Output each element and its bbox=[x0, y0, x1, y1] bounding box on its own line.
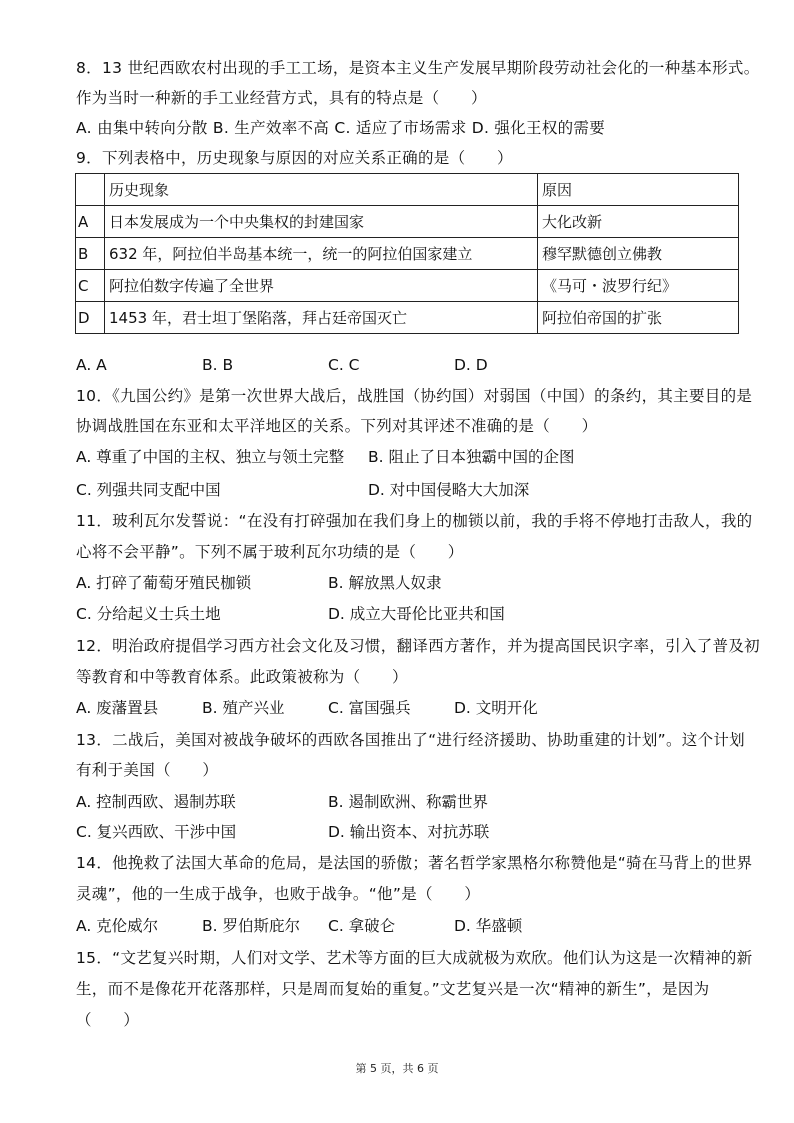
q15-stem-line1: 15．“文艺复兴时期，人们对文学、艺术等方面的巨大成就极为欢欣。他们认为这是一次精神的新 bbox=[76, 949, 753, 967]
row-reason: 穆罕默德创立佛教 bbox=[538, 238, 739, 270]
q12-option-c: C. 富国强兵 bbox=[328, 699, 411, 717]
q10-stem-line2: 协调战胜国在东亚和太平洋地区的关系。下列对其评述不准确的是（ ） bbox=[76, 417, 598, 435]
q8-stem-line2: 作为当时一种新的手工业经营方式，具有的特点是（ ） bbox=[76, 89, 487, 107]
q12-option-b: B. 殖产兴业 bbox=[202, 699, 285, 717]
table-header-cell bbox=[76, 174, 105, 206]
q15-stem-line3: （ ） bbox=[76, 1011, 140, 1029]
q12-stem-line1: 12．明治政府提倡学习西方社会文化及习惯，翻译西方著作，并为提高国民识字率，引入了普及初 bbox=[76, 637, 760, 655]
q9-stem: 9．下列表格中，历史现象与原因的对应关系正确的是（ ） bbox=[76, 149, 513, 167]
table-header-cell: 原因 bbox=[538, 174, 739, 206]
page-number: 第 5 页，共 6 页 bbox=[355, 1062, 439, 1075]
row-label: A bbox=[76, 206, 105, 238]
row-reason: 大化改新 bbox=[538, 206, 739, 238]
q12-option-d: D. 文明开化 bbox=[454, 699, 538, 717]
q10-stem-line1: 10．《九国公约》是第一次世界大战后，战胜国（协约国）对弱国（中国）的条约，其主要目的是 bbox=[76, 387, 753, 405]
q12-option-a: A. 废藩置县 bbox=[76, 699, 159, 717]
q9-option-d: D. D bbox=[454, 356, 488, 374]
q14-option-a: A. 克伦威尔 bbox=[76, 917, 159, 935]
row-phenomenon: 阿拉伯数字传遍了全世界 bbox=[105, 270, 538, 302]
row-label: B bbox=[76, 238, 105, 270]
table-header-row bbox=[76, 174, 739, 206]
q13-stem-line1: 13．二战后，美国对被战争破坏的西欧各国推出了“进行经济援助、协助重建的计划”。这个计划 bbox=[76, 731, 745, 749]
q11-option-a: A. 打碎了葡萄牙殖民枷锁 bbox=[76, 574, 252, 592]
q14-option-d: D. 华盛顿 bbox=[454, 917, 523, 935]
q14-stem-line1: 14．他挽救了法国大革命的危局，是法国的骄傲；著名哲学家黑格尔称赞他是“骑在马背上的世界 bbox=[76, 854, 753, 872]
q11-stem-line1: 11．玻利瓦尔发誓说：“在没有打碎强加在我们身上的枷锁以前，我的手将不停地打击敌人，我的 bbox=[76, 512, 753, 530]
q10-option-c: C. 列强共同支配中国 bbox=[76, 481, 221, 499]
table-header-cell: 历史现象 bbox=[105, 174, 538, 206]
table-row bbox=[76, 302, 739, 334]
q13-option-a: A. 控制西欧、遏制苏联 bbox=[76, 793, 236, 811]
table-row bbox=[76, 270, 739, 302]
q10-option-b: B. 阻止了日本独霸中国的企图 bbox=[368, 448, 575, 466]
q14-stem-line2: 灵魂”，他的一生成于战争，也败于战争。“他”是（ ） bbox=[76, 885, 481, 903]
q14-option-b: B. 罗伯斯庇尔 bbox=[202, 917, 300, 935]
q9-table bbox=[75, 173, 739, 334]
row-reason: 《马可・波罗行纪》 bbox=[538, 270, 739, 302]
table-row bbox=[76, 206, 739, 238]
row-phenomenon: 632 年，阿拉伯半岛基本统一，统一的阿拉伯国家建立 bbox=[105, 238, 538, 270]
q8-options: A. 由集中转向分散 B. 生产效率不高 C. 适应了市场需求 D. 强化王权的需要 bbox=[76, 119, 606, 137]
q11-option-d: D. 成立大哥伦比亚共和国 bbox=[328, 605, 505, 623]
table-row bbox=[76, 238, 739, 270]
row-phenomenon: 1453 年，君士坦丁堡陷落，拜占廷帝国灭亡 bbox=[105, 302, 538, 334]
q11-option-b: B. 解放黑人奴隶 bbox=[328, 574, 442, 592]
row-phenomenon: 日本发展成为一个中央集权的封建国家 bbox=[105, 206, 538, 238]
row-label: C bbox=[76, 270, 105, 302]
q13-option-b: B. 遏制欧洲、称霸世界 bbox=[328, 793, 488, 811]
q13-option-c: C. 复兴西欧、干涉中国 bbox=[76, 823, 237, 841]
q14-option-c: C. 拿破仑 bbox=[328, 917, 396, 935]
q11-stem-line2: 心将不会平静”。下列不属于玻利瓦尔功绩的是（ ） bbox=[76, 543, 464, 561]
q9-option-c: C. C bbox=[328, 356, 360, 374]
q9-option-b: B. B bbox=[202, 356, 234, 374]
q13-option-d: D. 输出资本、对抗苏联 bbox=[328, 823, 490, 841]
q10-option-a: A. 尊重了中国的主权、独立与领土完整 bbox=[76, 448, 345, 466]
q15-stem-line2: 生，而不是像花开花落那样，只是周而复始的重复。”文艺复兴是一次“精神的新生”，是因为 bbox=[76, 980, 710, 998]
q8-stem-line1: 8．13 世纪西欧农村出现的手工工场，是资本主义生产发展早期阶段劳动社会化的一种基本形式。 bbox=[76, 59, 760, 77]
row-reason: 阿拉伯帝国的扩张 bbox=[538, 302, 739, 334]
q12-stem-line2: 等教育和中等教育体系。此政策被称为（ ） bbox=[76, 668, 408, 686]
row-label: D bbox=[76, 302, 105, 334]
q9-option-a: A. A bbox=[76, 356, 107, 374]
q13-stem-line2: 有利于美国（ ） bbox=[76, 761, 219, 779]
q10-option-d: D. 对中国侵略大大加深 bbox=[368, 481, 530, 499]
q11-option-c: C. 分给起义士兵土地 bbox=[76, 605, 221, 623]
